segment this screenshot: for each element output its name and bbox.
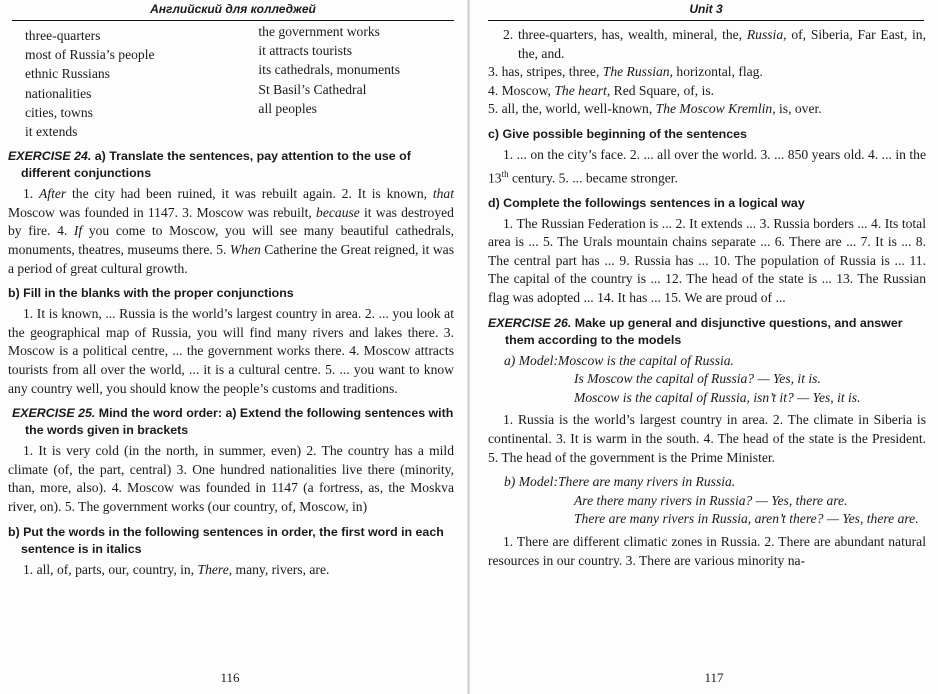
list-item (488, 26, 926, 63)
left-page (0, 0, 468, 694)
exercise-24-heading (8, 148, 454, 182)
section-d-text: 1. The Russian Federation is ... 2. It extends ... 3. Russia borders ... 4. Its total area is ... 5. The Urals mountain chains separate ... 6. There are ... 7. It is ... 8. The central part has ... 9. Russia has ... 10. The population of Russia is ... 11. The capital of the country is ... 12. The head of the state is ... 13. The Russian flag was adopted ... 14. It has ... 15. We are proud of ... (488, 215, 926, 306)
italic-word: If (73, 223, 83, 239)
exercise-25b-heading: b) Put the words in the following sentences in order, the first word in each sentence is in italics (8, 524, 444, 556)
italic-word: The heart (554, 82, 607, 98)
text-run: 5. all, the, world, well-known, (488, 101, 656, 117)
exercise-24a-text (8, 185, 454, 278)
header-rule (488, 20, 924, 21)
text-run: 1. (23, 186, 39, 202)
model-line: Moscow is the capital of Russia, isn’t it? — Yes, it is. (574, 389, 861, 405)
list-item (488, 100, 926, 119)
text-run: , many, rivers, are. (228, 561, 330, 577)
section-c-text (488, 146, 926, 188)
list-item: its cathedrals, monuments (258, 62, 400, 78)
list-item: St Basil’s Cathedral (258, 81, 367, 97)
italic-word: The Moscow Kremlin (655, 101, 773, 117)
running-head-left: Английский для колледжей (150, 2, 316, 16)
model-label: a) Model: (504, 352, 558, 368)
exercise-24b-text: 1. It is known, ... Russia is the world’s largest country in area. 2. ... you look at the geographical map of Russia, you will find many rivers and lakes there. 3. Moscow is a political centre, ... the government works there. 4. Moscow attracts tourists from all over the world, ... it is a cultural centre. 5. ... you want to know any country well, you should know the people’s customs and traditions. (8, 306, 454, 396)
text-run: 2. three-quarters, has, wealth, mineral, the, (503, 27, 747, 42)
exercise-number: EXERCISE 24. (8, 149, 92, 164)
exercise-24b-heading: b) Fill in the blanks with the proper conjunctions (8, 286, 294, 301)
left-page-content (8, 26, 454, 579)
model-line: Are there many rivers in Russia? — Yes, there are. (574, 492, 848, 508)
word-list-col-2 (258, 22, 400, 118)
list-item: it extends (25, 124, 78, 140)
exercise-25b-item-1 (8, 561, 454, 580)
text-run: , of, Siberia, Far East, in, the, and. (518, 27, 926, 61)
list-item (488, 63, 926, 82)
text-run: 1. ... on the city’s face. 2. ... all over the world. 3. ... 850 years old. 4. ... in the 13 (488, 146, 926, 186)
model-line: There are many rivers in Russia, aren’t there? — Yes, there are. (574, 511, 919, 527)
list-item: all peoples (258, 100, 317, 116)
italic-word: There (197, 561, 229, 577)
text-run: it was destroyed by fire. 4. (8, 204, 454, 239)
superscript: th (501, 168, 509, 179)
text-run: 3. has, stripes, three, (488, 64, 603, 80)
italic-word: When (229, 242, 261, 257)
list-item: three-quarters (25, 28, 101, 43)
exercise-26-heading (488, 315, 926, 349)
exercise-26b-text: 1. There are different climatic zones in Russia. 2. There are abundant natural resources in our country. 3. There are various minority na- (488, 534, 926, 568)
text-run: , Red Square, of, is. (606, 82, 715, 98)
text-run: 4. Moscow, (488, 82, 555, 98)
model-text: Moscow is the capital of Russia. (558, 352, 734, 368)
exercise-25-heading (8, 405, 454, 439)
italic-word: The Russian, (602, 64, 674, 80)
exercise-number: EXERCISE 25. (12, 406, 96, 421)
text-run: horizontal, flag. (673, 64, 763, 80)
list-item (488, 82, 926, 101)
exercise-number: EXERCISE 26. (488, 315, 572, 330)
word-list (8, 26, 454, 141)
header-rule (12, 20, 454, 21)
list-item: the government works (258, 24, 380, 39)
model-line (488, 473, 926, 492)
section-d-heading: d) Complete the followings sentences in a logical way (488, 195, 805, 210)
text-run: the city had been ruined, it was rebuilt again. 2. It is known, (66, 186, 433, 202)
text-run: 1. all, of, parts, our, country, in, (23, 561, 198, 577)
list-item: nationalities (25, 85, 92, 101)
heading-text: Mind the word order: a) Extend the following sentences with the words given in brackets (25, 406, 454, 438)
list-item: it attracts tourists (258, 43, 353, 59)
italic-word: Russia (746, 27, 784, 42)
list-item: most of Russia’s people (25, 47, 155, 63)
italic-word: because (316, 204, 360, 220)
section-c-heading: c) Give possible beginning of the sentences (488, 126, 747, 141)
text-run: , is, over. (772, 101, 822, 117)
heading-text: a) Translate the sentences, pay attention to the use of different conjunctions (21, 149, 411, 181)
model-line (488, 352, 926, 371)
model-label: b) Model: (504, 474, 558, 490)
model-a (488, 352, 926, 408)
running-head-right: Unit 3 (689, 2, 723, 16)
word-list-col-1 (25, 26, 255, 141)
heading-text: Make up general and disjunctive questions, and answer them according to the models (505, 315, 903, 347)
page-number-right: 117 (704, 670, 724, 685)
exercise-26a-text: 1. Russia is the world’s largest country in area. 2. The climate in Siberia is continental. 3. It is warm in the south. 4. The head of the state is the President. 5. The head of the government is the Prime Minister. (488, 412, 926, 465)
exercise-25a-text: 1. It is very cold (in the north, in summer, even) 2. The country has a mild climate (of, the part, central) 3. One hundred nationalities live there (minority, than, more, also). 4. Moscow was founded in 1147 (a fortress, as, the Moskva river, on). 5. The government works (our country, of, Moscow, in) (8, 443, 454, 514)
text-run: Catherine the Great reigned, it was a period of great cultural growth. (8, 242, 454, 276)
italic-word: that (432, 186, 454, 202)
page-number-left: 116 (220, 670, 240, 685)
right-page (470, 0, 938, 694)
text-run: Moscow was founded in 1147. 3. Moscow was rebuilt, (8, 204, 317, 220)
model-line: Is Moscow the capital of Russia? — Yes, it is. (574, 371, 821, 387)
text-run: century. 5. ... became stronger. (508, 170, 678, 186)
right-page-content (488, 26, 926, 570)
list-item: ethnic Russians (25, 66, 110, 82)
model-text: There are many rivers in Russia. (558, 474, 736, 490)
model-b (488, 473, 926, 529)
text-run: you come to Moscow, you will see many beautiful cathedrals, monuments, theatres, museums there. 5. (8, 223, 455, 257)
italic-word: After (39, 186, 67, 202)
list-item: cities, towns (25, 104, 93, 120)
